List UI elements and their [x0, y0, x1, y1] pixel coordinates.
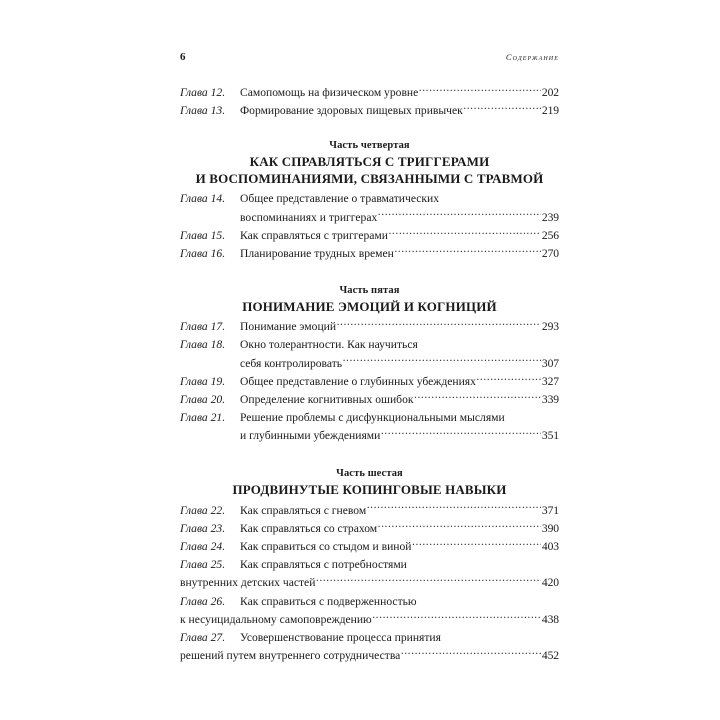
- toc-entry[interactable]: [180, 409, 559, 445]
- toc-entry-line: [180, 629, 559, 647]
- toc-chapter-title: Планирование трудных времен: [240, 247, 394, 261]
- toc-chapter-title: Как справляться с потребностями: [240, 558, 407, 572]
- toc-page-number: 327: [541, 374, 559, 388]
- part-label: Часть четвертая: [329, 140, 410, 152]
- toc-chapter-label: Глава 18.: [180, 338, 226, 352]
- toc-chapter-label: Глава 14.: [180, 192, 226, 206]
- toc-chapter-title-continued: решений путем внутреннего сотрудничества: [180, 649, 401, 663]
- toc-entry-line: [180, 593, 559, 611]
- dot-leader: [440, 191, 559, 202]
- dot-leader: [367, 503, 542, 514]
- dot-leader: [418, 337, 558, 348]
- toc-chapter-label: Глава 13.: [180, 104, 226, 118]
- dot-leader: [388, 228, 541, 239]
- toc-page-number: 307: [541, 356, 559, 370]
- toc-chapter-label: Глава 17.: [180, 320, 226, 334]
- toc-entry[interactable]: [180, 102, 559, 120]
- toc-page-number: 270: [541, 247, 559, 261]
- toc-entry-continuation: [180, 647, 559, 665]
- toc-entry-line: [180, 227, 559, 245]
- toc-entry[interactable]: [180, 245, 559, 263]
- toc-chapter-label: Глава 19.: [180, 374, 226, 388]
- toc-page-number: 202: [541, 86, 559, 99]
- toc-entry[interactable]: [180, 190, 559, 226]
- toc-chapter-title: Общее представление о глубинных убеждениях: [240, 374, 476, 388]
- toc-page-number: 390: [541, 521, 559, 535]
- toc-page-number: 438: [541, 612, 559, 626]
- toc-entry-line: [180, 391, 559, 409]
- dot-leader: [505, 410, 558, 421]
- toc-entry-line: [180, 373, 559, 391]
- dot-leader: [316, 575, 542, 586]
- toc-chapter-title-continued: воспоминаниях и триггерах: [240, 210, 378, 224]
- toc-entry-line: [180, 538, 559, 556]
- toc-entry[interactable]: [180, 227, 559, 245]
- dot-leader: [394, 246, 541, 257]
- toc-entry-line: [180, 409, 559, 427]
- dot-leader: [441, 630, 558, 641]
- dot-leader: [412, 539, 541, 550]
- running-head: [180, 50, 559, 66]
- toc-page-number: 219: [541, 104, 559, 118]
- toc-entry-line: [180, 190, 559, 208]
- dot-leader: [419, 85, 542, 96]
- toc-page-number: 452: [541, 649, 559, 663]
- part-heading: [180, 138, 559, 187]
- toc-entry-line: [180, 502, 559, 520]
- toc-chapter-label: Глава 27.: [180, 631, 226, 645]
- toc-chapter-label: Глава 22.: [180, 503, 226, 517]
- toc-entry-continuation: [180, 611, 559, 629]
- toc-entry-line: [180, 318, 559, 336]
- toc-page-number: 371: [541, 503, 559, 517]
- dot-leader: [476, 374, 541, 385]
- part-title-line: ПРОДВИНУТЫЕ КОПИНГОВЫЕ НАВЫКИ: [232, 481, 507, 497]
- dot-leader: [463, 103, 541, 114]
- part-title-line: И ВОСПОМИНАНИЯМИ, СВЯЗАННЫМИ С ТРАВМОЙ: [195, 171, 544, 187]
- table-of-contents: [180, 84, 559, 665]
- toc-chapter-title: Формирование здоровых пищевых привычек: [240, 104, 463, 118]
- dot-leader: [407, 557, 558, 568]
- toc-page-number: 403: [541, 540, 559, 554]
- toc-chapter-title-continued: к несуицидальному самоповреждению: [180, 612, 372, 626]
- toc-entry[interactable]: [180, 538, 559, 556]
- toc-chapter-title: Усовершенствование процесса принятия: [240, 631, 441, 645]
- dot-leader: [343, 356, 542, 367]
- toc-chapter-title: Определение когнитивных ошибок: [240, 393, 414, 407]
- toc-entry[interactable]: [180, 84, 559, 102]
- toc-entry[interactable]: [180, 520, 559, 538]
- toc-chapter-title: Решение проблемы с дисфункциональными мыслями: [240, 411, 505, 425]
- toc-entry-continuation: [180, 427, 559, 445]
- dot-leader: [378, 521, 542, 532]
- part-heading: [180, 466, 559, 498]
- toc-chapter-title: Как справиться с подверженностью: [240, 594, 417, 608]
- toc-chapter-label: Глава 15.: [180, 228, 226, 242]
- toc-chapter-title: Самопомощь на физическом уровне: [240, 86, 419, 99]
- dot-leader: [372, 612, 541, 623]
- toc-page-number: 239: [541, 210, 559, 224]
- toc-chapter-title: Как справиться со стыдом и виной: [240, 540, 412, 554]
- part-heading: [180, 283, 559, 315]
- toc-chapter-title-continued: себя контролировать: [240, 356, 343, 370]
- toc-chapter-title: Как справляться с гневом: [240, 503, 367, 517]
- toc-chapter-label: Глава 26.: [180, 594, 226, 608]
- toc-chapter-title: Общее представление о травматических: [240, 192, 440, 206]
- dot-leader: [417, 594, 558, 605]
- toc-page-number: 256: [541, 228, 559, 242]
- dot-leader: [381, 428, 542, 439]
- toc-chapter-title: Как справляться со страхом: [240, 521, 378, 535]
- page-number: 6: [180, 51, 186, 63]
- toc-chapter-title-continued: и глубинными убеждениями: [240, 429, 381, 443]
- dot-leader: [414, 392, 541, 403]
- part-title-line: ПОНИМАНИЕ ЭМОЦИЙ И КОГНИЦИЙ: [242, 299, 497, 315]
- toc-page-number: 351: [541, 429, 559, 443]
- toc-entry[interactable]: [180, 318, 559, 336]
- toc-chapter-title: Понимание эмоций: [240, 320, 337, 334]
- toc-chapter-label: Глава 20.: [180, 393, 226, 407]
- toc-entry-continuation: [180, 574, 559, 592]
- toc-entry[interactable]: [180, 373, 559, 391]
- toc-chapter-label: Глава 23.: [180, 521, 226, 535]
- part-label: Часть шестая: [336, 467, 403, 479]
- toc-chapter-title-continued: внутренних детских частей: [180, 576, 316, 590]
- toc-entry-line: [180, 520, 559, 538]
- running-head-title: Содержание: [505, 52, 559, 62]
- toc-chapter-title: Как справляться с триггерами: [240, 228, 388, 242]
- toc-entry-continuation: [180, 355, 559, 373]
- toc-entry-line: [180, 84, 559, 102]
- dot-leader: [337, 319, 542, 330]
- toc-entry[interactable]: [180, 336, 559, 372]
- toc-chapter-label: Глава 24.: [180, 540, 226, 554]
- toc-chapter-label: Глава 25.: [180, 558, 226, 572]
- part-label: Часть пятая: [339, 285, 400, 297]
- toc-entry-line: [180, 336, 559, 354]
- toc-chapter-label: Глава 12.: [180, 86, 226, 99]
- toc-entry-line: [180, 556, 559, 574]
- toc-chapter-title: Окно толерантности. Как научиться: [240, 338, 418, 352]
- toc-entry-line: [180, 102, 559, 120]
- dot-leader: [378, 210, 542, 221]
- toc-page-number: 339: [541, 393, 559, 407]
- toc-chapter-label: Глава 16.: [180, 247, 226, 261]
- toc-chapter-label: Глава 21.: [180, 411, 226, 425]
- toc-page-number: 293: [541, 320, 559, 334]
- toc-entry[interactable]: [180, 593, 559, 629]
- toc-entry-line: [180, 245, 559, 263]
- toc-entry[interactable]: [180, 502, 559, 520]
- toc-entry-continuation: [180, 209, 559, 227]
- toc-page-number: 420: [541, 576, 559, 590]
- toc-entry[interactable]: [180, 391, 559, 409]
- dot-leader: [401, 648, 542, 659]
- toc-entry[interactable]: [180, 629, 559, 665]
- toc-entry[interactable]: [180, 556, 559, 592]
- part-title-line: КАК СПРАВЛЯТЬСЯ С ТРИГГЕРАМИ: [249, 154, 490, 170]
